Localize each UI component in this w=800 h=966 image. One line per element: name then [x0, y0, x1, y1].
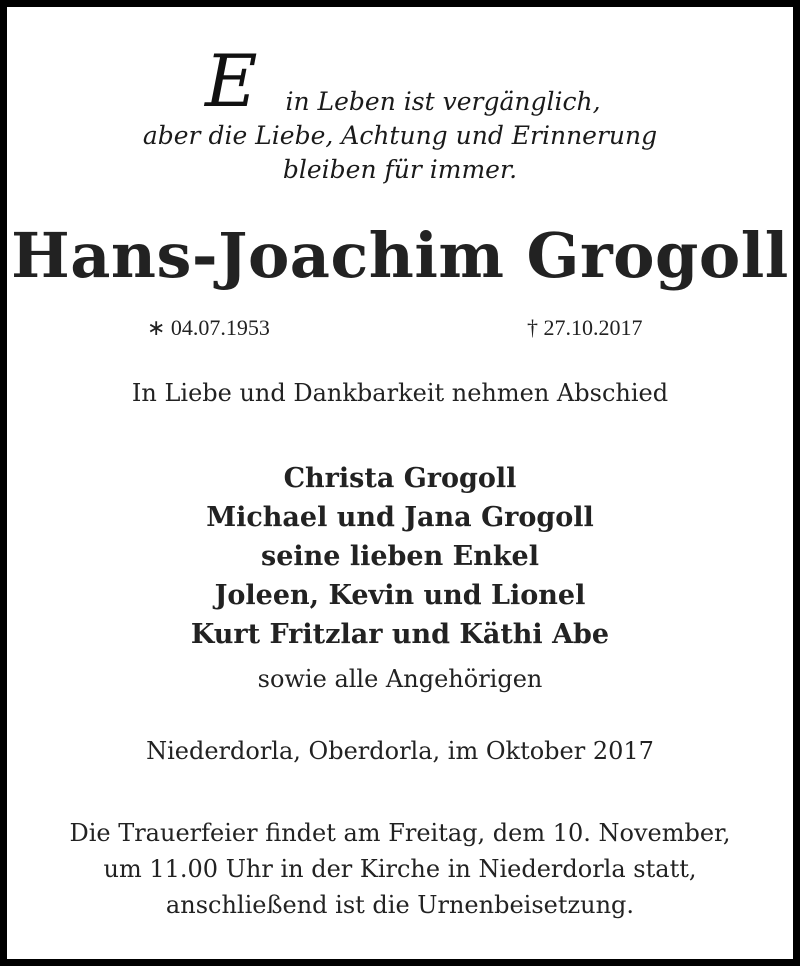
- relatives-note: sowie alle Angehörigen: [257, 665, 543, 693]
- deceased-name: Hans-Joachim Grogoll: [11, 219, 789, 292]
- motto-line-1: in Leben ist vergänglich,: [285, 87, 601, 116]
- mourner-line: seine lieben Enkel: [261, 541, 539, 572]
- mourner-line: Kurt Fritzlar und Käthi Abe: [190, 619, 610, 650]
- mourner-line: Michael und Jana Grogoll: [206, 502, 594, 533]
- decorative-initial: E: [205, 39, 258, 123]
- motto-line-2: aber die Liebe, Achtung und Erinnerung: [142, 121, 658, 150]
- death-date: † 27.10.2017: [527, 315, 643, 340]
- farewell-intro: In Liebe und Dankbarkeit nehmen Abschied: [131, 379, 669, 407]
- birth-date: ∗ 04.07.1953: [147, 315, 270, 340]
- service-line: anschließend ist die Urnenbeisetzung.: [165, 891, 635, 919]
- service-line: um 11.00 Uhr in der Kirche in Niederdorla statt,: [103, 855, 697, 883]
- mourner-line: Joleen, Kevin und Lionel: [214, 580, 586, 611]
- motto-line-3: bleiben für immer.: [282, 155, 518, 184]
- service-line: Die Trauerfeier findet am Freitag, dem 10. November,: [69, 819, 731, 847]
- mourner-line: Christa Grogoll: [283, 463, 517, 494]
- place-and-date: Niederdorla, Oberdorla, im Oktober 2017: [146, 737, 654, 765]
